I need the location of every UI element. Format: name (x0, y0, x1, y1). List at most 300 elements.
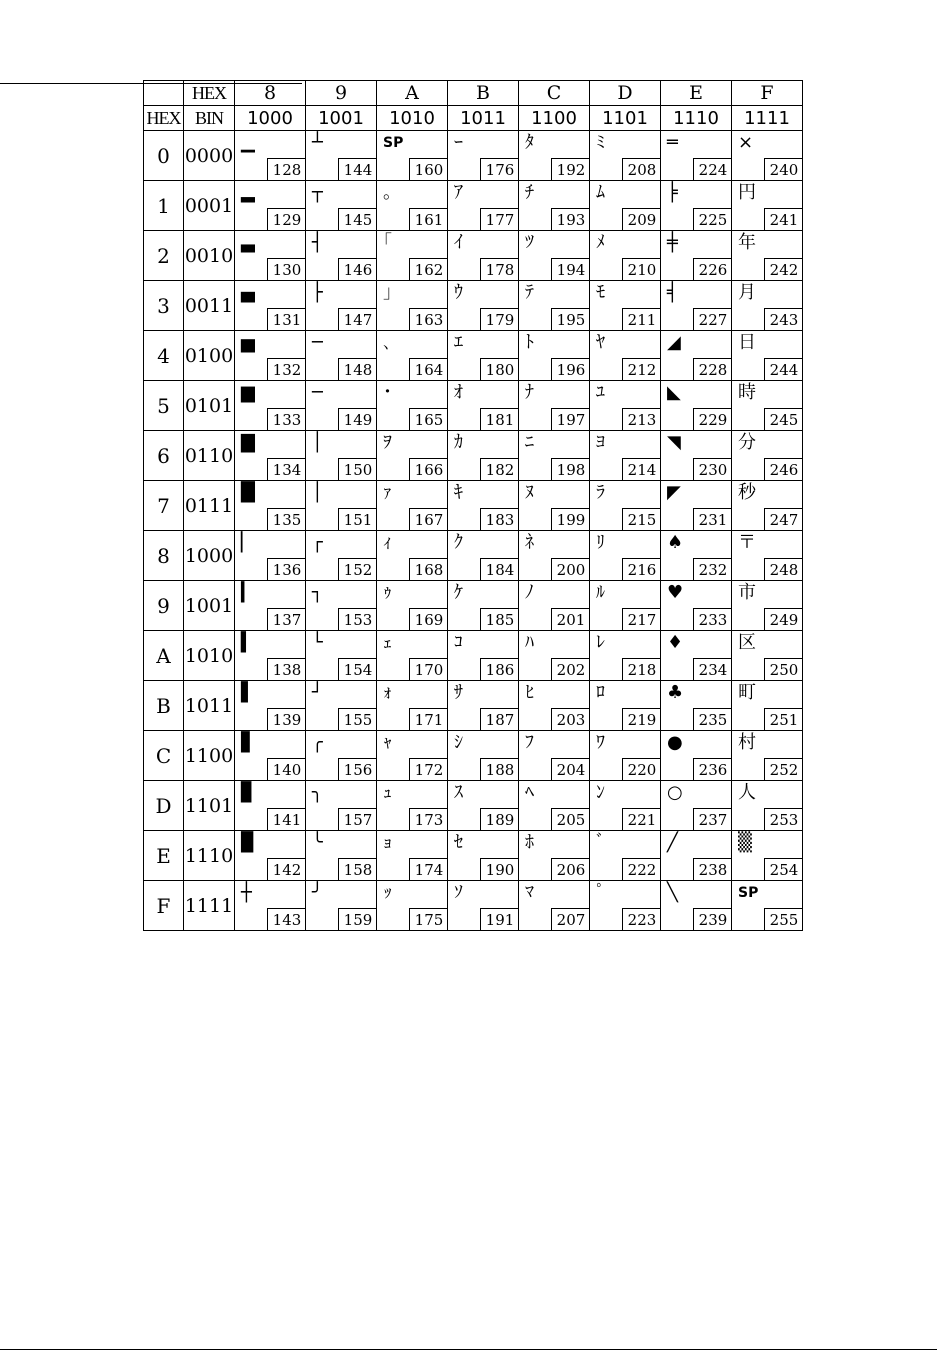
code-cell (661, 781, 732, 831)
code-cell (732, 881, 803, 931)
row-bin: 1001 (184, 581, 235, 631)
row-hex: 1 (144, 181, 184, 231)
code-cell (590, 381, 661, 431)
char-decimal: 135 (267, 508, 306, 531)
char-glyph: ﾄ (525, 332, 534, 353)
char-decimal: 208 (622, 158, 661, 181)
code-cell (732, 481, 803, 531)
char-glyph: ▇ (241, 432, 255, 453)
char-decimal: 147 (338, 308, 377, 331)
char-decimal: 167 (409, 508, 448, 531)
char-glyph: ﾍ (525, 782, 534, 803)
char-glyph: ﾎ (525, 832, 534, 853)
char-decimal: 248 (764, 558, 803, 581)
char-glyph: ﾏ (525, 882, 534, 903)
char-decimal: 240 (764, 158, 803, 181)
char-decimal: 191 (480, 908, 519, 931)
char-glyph: ﾈ (525, 532, 534, 553)
char-decimal: 194 (551, 258, 590, 281)
char-glyph: ▄ (241, 282, 255, 303)
code-cell (590, 631, 661, 681)
code-cell (377, 281, 448, 331)
char-glyph: ｡ (383, 182, 392, 203)
code-cell (235, 781, 306, 831)
char-glyph: ▏ (241, 532, 255, 553)
char-decimal: 148 (338, 358, 377, 381)
column-hex: 8 (235, 81, 306, 106)
code-cell (448, 331, 519, 381)
code-cell (519, 881, 590, 931)
char-glyph: ﾁ (525, 182, 534, 203)
row-hex: 8 (144, 531, 184, 581)
code-cell (306, 831, 377, 881)
code-cell (519, 781, 590, 831)
char-decimal: 131 (267, 308, 306, 331)
char-glyph: ､ (383, 332, 392, 353)
table-row (144, 431, 803, 481)
row-hex: F (144, 881, 184, 931)
char-glyph: ﾑ (596, 182, 605, 203)
char-decimal: 137 (267, 608, 306, 631)
char-glyph: ｻ (454, 682, 463, 703)
char-decimal: 158 (338, 858, 377, 881)
char-decimal: 173 (409, 808, 448, 831)
char-glyph: ♦ (667, 632, 684, 653)
column-bin: 1011 (448, 106, 519, 131)
code-cell (377, 181, 448, 231)
char-glyph: ┌ (312, 532, 323, 553)
bin-label: BIN (184, 106, 235, 131)
code-cell (519, 331, 590, 381)
char-decimal: 216 (622, 558, 661, 581)
code-cell (448, 681, 519, 731)
char-decimal: 179 (480, 308, 519, 331)
code-cell (377, 881, 448, 931)
char-decimal: 136 (267, 558, 306, 581)
code-cell (306, 181, 377, 231)
code-cell (448, 631, 519, 681)
char-glyph: ｽ (454, 782, 463, 803)
char-decimal: 156 (338, 758, 377, 781)
char-decimal: 154 (338, 658, 377, 681)
char-decimal: 142 (267, 858, 306, 881)
code-cell (519, 281, 590, 331)
char-glyph: ╲ (667, 882, 678, 903)
char-decimal: 181 (480, 408, 519, 431)
column-hex: A (377, 81, 448, 106)
code-cell (590, 581, 661, 631)
char-glyph: ﾋ (525, 682, 534, 703)
char-glyph: 年 (738, 232, 756, 253)
char-decimal: 160 (409, 158, 448, 181)
char-glyph: ┐ (312, 582, 323, 603)
char-decimal: 151 (338, 508, 377, 531)
char-decimal: 128 (267, 158, 306, 181)
char-glyph: ◣ (667, 382, 681, 403)
char-decimal: 138 (267, 658, 306, 681)
char-glyph: ｨ (383, 532, 392, 553)
code-cell (448, 281, 519, 331)
code-cell (661, 681, 732, 731)
char-glyph: ﾛ (596, 682, 605, 703)
char-decimal: 234 (693, 658, 732, 681)
char-decimal: 226 (693, 258, 732, 281)
char-glyph: ｯ (383, 882, 392, 903)
char-glyph: ﾀ (525, 132, 534, 153)
char-glyph: 町 (738, 682, 756, 703)
char-glyph: ｹ (454, 582, 463, 603)
code-cell (661, 131, 732, 181)
char-decimal: 227 (693, 308, 732, 331)
char-glyph: ▅ (241, 332, 255, 353)
code-cell (519, 831, 590, 881)
code-cell (306, 331, 377, 381)
char-glyph: 時 (738, 382, 756, 403)
char-decimal: 195 (551, 308, 590, 331)
code-cell (661, 431, 732, 481)
char-glyph: ▒ (738, 832, 752, 853)
char-decimal: 209 (622, 208, 661, 231)
code-cell (590, 531, 661, 581)
column-hex: C (519, 81, 590, 106)
column-hex: E (661, 81, 732, 106)
char-glyph: 月 (738, 282, 756, 303)
code-cell (377, 431, 448, 481)
char-glyph: ｴ (454, 332, 463, 353)
char-decimal: 212 (622, 358, 661, 381)
char-glyph: ┤ (312, 232, 323, 253)
code-cell (519, 531, 590, 581)
char-decimal: 215 (622, 508, 661, 531)
char-decimal: 230 (693, 458, 732, 481)
char-glyph: 村 (738, 732, 756, 753)
char-decimal: 150 (338, 458, 377, 481)
code-cell (448, 181, 519, 231)
char-glyph: 日 (738, 332, 756, 353)
char-decimal: 200 (551, 558, 590, 581)
char-glyph: ♠ (667, 532, 684, 553)
column-bin: 1101 (590, 106, 661, 131)
row-hex: 9 (144, 581, 184, 631)
char-decimal: 176 (480, 158, 519, 181)
code-cell (732, 731, 803, 781)
code-cell (590, 331, 661, 381)
code-cell (377, 231, 448, 281)
char-decimal: 190 (480, 858, 519, 881)
char-glyph: ◢ (667, 332, 681, 353)
char-decimal: 186 (480, 658, 519, 681)
char-decimal: 165 (409, 408, 448, 431)
code-cell (448, 831, 519, 881)
character-code-table (143, 80, 803, 931)
char-glyph: ｢ (383, 232, 392, 253)
row-bin: 1000 (184, 531, 235, 581)
char-decimal: 228 (693, 358, 732, 381)
char-decimal: 157 (338, 808, 377, 831)
code-cell (732, 231, 803, 281)
char-decimal: 204 (551, 758, 590, 781)
char-glyph: ｫ (383, 682, 392, 703)
char-decimal: 205 (551, 808, 590, 831)
char-glyph: ♥ (667, 582, 684, 603)
char-glyph: ╮ (312, 782, 323, 803)
char-glyph: ｮ (383, 832, 392, 853)
table-row (144, 131, 803, 181)
char-decimal: 170 (409, 658, 448, 681)
char-glyph: ▊ (241, 782, 255, 803)
row-hex: 2 (144, 231, 184, 281)
code-cell (377, 481, 448, 531)
char-decimal: 155 (338, 708, 377, 731)
column-bin: 1010 (377, 106, 448, 131)
char-decimal: 184 (480, 558, 519, 581)
code-cell (306, 481, 377, 531)
char-decimal: 199 (551, 508, 590, 531)
column-hex: D (590, 81, 661, 106)
char-glyph: ﾓ (596, 282, 605, 303)
char-glyph: █ (241, 482, 255, 503)
char-glyph: ｺ (454, 632, 463, 653)
char-glyph: ▋ (241, 732, 255, 753)
char-decimal: 129 (267, 208, 306, 231)
column-bin: 1000 (235, 106, 306, 131)
code-cell (590, 281, 661, 331)
code-cell (377, 381, 448, 431)
char-glyph: ─ (312, 332, 323, 353)
code-cell (235, 581, 306, 631)
char-decimal: 250 (764, 658, 803, 681)
char-glyph: ▎ (241, 582, 255, 603)
row-hex-label: HEX (144, 106, 184, 131)
row-hex: D (144, 781, 184, 831)
code-cell (235, 131, 306, 181)
char-glyph: ─ (312, 382, 323, 403)
row-hex: C (144, 731, 184, 781)
char-glyph: ﾜ (596, 732, 605, 753)
char-decimal: 187 (480, 708, 519, 731)
code-cell (661, 631, 732, 681)
code-cell (306, 281, 377, 331)
char-decimal: 182 (480, 458, 519, 481)
char-glyph: 区 (738, 632, 756, 653)
char-decimal: 252 (764, 758, 803, 781)
code-cell (448, 131, 519, 181)
table-row (144, 581, 803, 631)
code-cell (661, 381, 732, 431)
char-decimal: 133 (267, 408, 306, 431)
char-decimal: 229 (693, 408, 732, 431)
char-glyph: × (738, 132, 754, 153)
char-decimal: 214 (622, 458, 661, 481)
char-decimal: 221 (622, 808, 661, 831)
char-glyph: ┼ (241, 882, 252, 903)
char-glyph: ﾖ (596, 432, 605, 453)
char-glyph: ｼ (454, 732, 463, 753)
code-cell (732, 431, 803, 481)
code-cell (732, 831, 803, 881)
char-decimal: 175 (409, 908, 448, 931)
code-cell (732, 381, 803, 431)
char-glyph: ｬ (383, 732, 392, 753)
code-cell (519, 631, 590, 681)
row-hex: 3 (144, 281, 184, 331)
char-glyph: ﾝ (596, 782, 605, 803)
code-cell (448, 481, 519, 531)
code-cell (235, 481, 306, 531)
code-cell (732, 581, 803, 631)
char-decimal: 211 (622, 308, 661, 331)
char-decimal: 223 (622, 908, 661, 931)
char-glyph: ｲ (454, 232, 463, 253)
char-glyph: ｷ (454, 482, 463, 503)
code-cell (732, 131, 803, 181)
char-glyph: 円 (738, 182, 756, 203)
char-decimal: 180 (480, 358, 519, 381)
char-glyph: ﾅ (525, 382, 534, 403)
char-glyph: ╡ (667, 282, 678, 303)
char-glyph: ﾆ (525, 432, 534, 453)
char-glyph: ｿ (454, 882, 463, 903)
code-cell (235, 631, 306, 681)
char-glyph: ｦ (383, 432, 392, 453)
row-hex: 5 (144, 381, 184, 431)
char-glyph: ｧ (383, 482, 392, 503)
char-decimal: 220 (622, 758, 661, 781)
char-decimal: 134 (267, 458, 306, 481)
code-cell (519, 131, 590, 181)
char-glyph: ･ (383, 382, 392, 403)
char-decimal: 143 (267, 908, 306, 931)
table-row (144, 831, 803, 881)
char-decimal: 233 (693, 608, 732, 631)
row-hex: 6 (144, 431, 184, 481)
char-decimal: 185 (480, 608, 519, 631)
code-cell (661, 181, 732, 231)
char-decimal: 251 (764, 708, 803, 731)
code-cell (306, 431, 377, 481)
code-cell (519, 181, 590, 231)
code-cell (590, 231, 661, 281)
table-row (144, 631, 803, 681)
code-cell (590, 781, 661, 831)
char-decimal: 183 (480, 508, 519, 531)
char-glyph: ▆ (241, 382, 255, 403)
code-cell (732, 181, 803, 231)
code-cell (519, 431, 590, 481)
char-decimal: 253 (764, 808, 803, 831)
table-row (144, 381, 803, 431)
row-bin: 1111 (184, 881, 235, 931)
table-row (144, 781, 803, 831)
row-bin: 1010 (184, 631, 235, 681)
char-decimal: 159 (338, 908, 377, 931)
row-bin: 0110 (184, 431, 235, 481)
table-row (144, 281, 803, 331)
char-glyph: ▁ (241, 132, 255, 153)
char-decimal: 132 (267, 358, 306, 381)
char-decimal: 197 (551, 408, 590, 431)
code-cell (448, 431, 519, 481)
code-cell (590, 731, 661, 781)
column-bin: 1001 (306, 106, 377, 131)
char-decimal: 139 (267, 708, 306, 731)
row-hex: 4 (144, 331, 184, 381)
char-glyph: ▃ (241, 232, 255, 253)
code-cell (377, 331, 448, 381)
code-cell (306, 731, 377, 781)
char-decimal: 255 (764, 908, 803, 931)
char-glyph: ﾞ (596, 832, 605, 853)
code-cell (235, 331, 306, 381)
table-row (144, 331, 803, 381)
char-glyph: ▌ (241, 682, 255, 703)
code-cell (448, 531, 519, 581)
row-bin: 1101 (184, 781, 235, 831)
char-glyph: ﾉ (525, 582, 534, 603)
char-decimal: 244 (764, 358, 803, 381)
char-decimal: 238 (693, 858, 732, 881)
code-cell (377, 131, 448, 181)
char-glyph: ═ (667, 132, 678, 153)
char-decimal: 145 (338, 208, 377, 231)
char-glyph: ｾ (454, 832, 463, 853)
char-decimal: 246 (764, 458, 803, 481)
code-cell (306, 581, 377, 631)
code-cell (235, 731, 306, 781)
char-glyph: ﾌ (525, 732, 534, 753)
code-cell (590, 881, 661, 931)
char-glyph: SP (738, 885, 759, 901)
table-row (144, 681, 803, 731)
char-glyph: ╰ (312, 832, 323, 853)
char-glyph: ｸ (454, 532, 463, 553)
char-glyph: ﾊ (525, 632, 534, 653)
code-cell (661, 481, 732, 531)
char-glyph: ● (667, 732, 683, 753)
char-decimal: 245 (764, 408, 803, 431)
hex-label: HEX (184, 81, 235, 106)
column-hex: F (732, 81, 803, 106)
row-bin: 1100 (184, 731, 235, 781)
row-bin: 0100 (184, 331, 235, 381)
char-decimal: 242 (764, 258, 803, 281)
char-decimal: 174 (409, 858, 448, 881)
char-decimal: 235 (693, 708, 732, 731)
code-cell (235, 881, 306, 931)
char-glyph: ┴ (312, 132, 323, 153)
table-row (144, 731, 803, 781)
row-hex: A (144, 631, 184, 681)
code-cell (590, 131, 661, 181)
char-decimal: 249 (764, 608, 803, 631)
char-glyph: ╞ (667, 182, 678, 203)
char-decimal: 192 (551, 158, 590, 181)
code-cell (661, 331, 732, 381)
table-row (144, 181, 803, 231)
char-decimal: 224 (693, 158, 732, 181)
char-glyph: ｰ (454, 132, 463, 153)
char-decimal: 152 (338, 558, 377, 581)
code-cell (448, 231, 519, 281)
char-glyph: ﾚ (596, 632, 605, 653)
row-hex: 7 (144, 481, 184, 531)
code-cell (377, 581, 448, 631)
code-cell (519, 231, 590, 281)
char-decimal: 225 (693, 208, 732, 231)
code-cell (235, 831, 306, 881)
row-hex: B (144, 681, 184, 731)
code-cell (661, 831, 732, 881)
